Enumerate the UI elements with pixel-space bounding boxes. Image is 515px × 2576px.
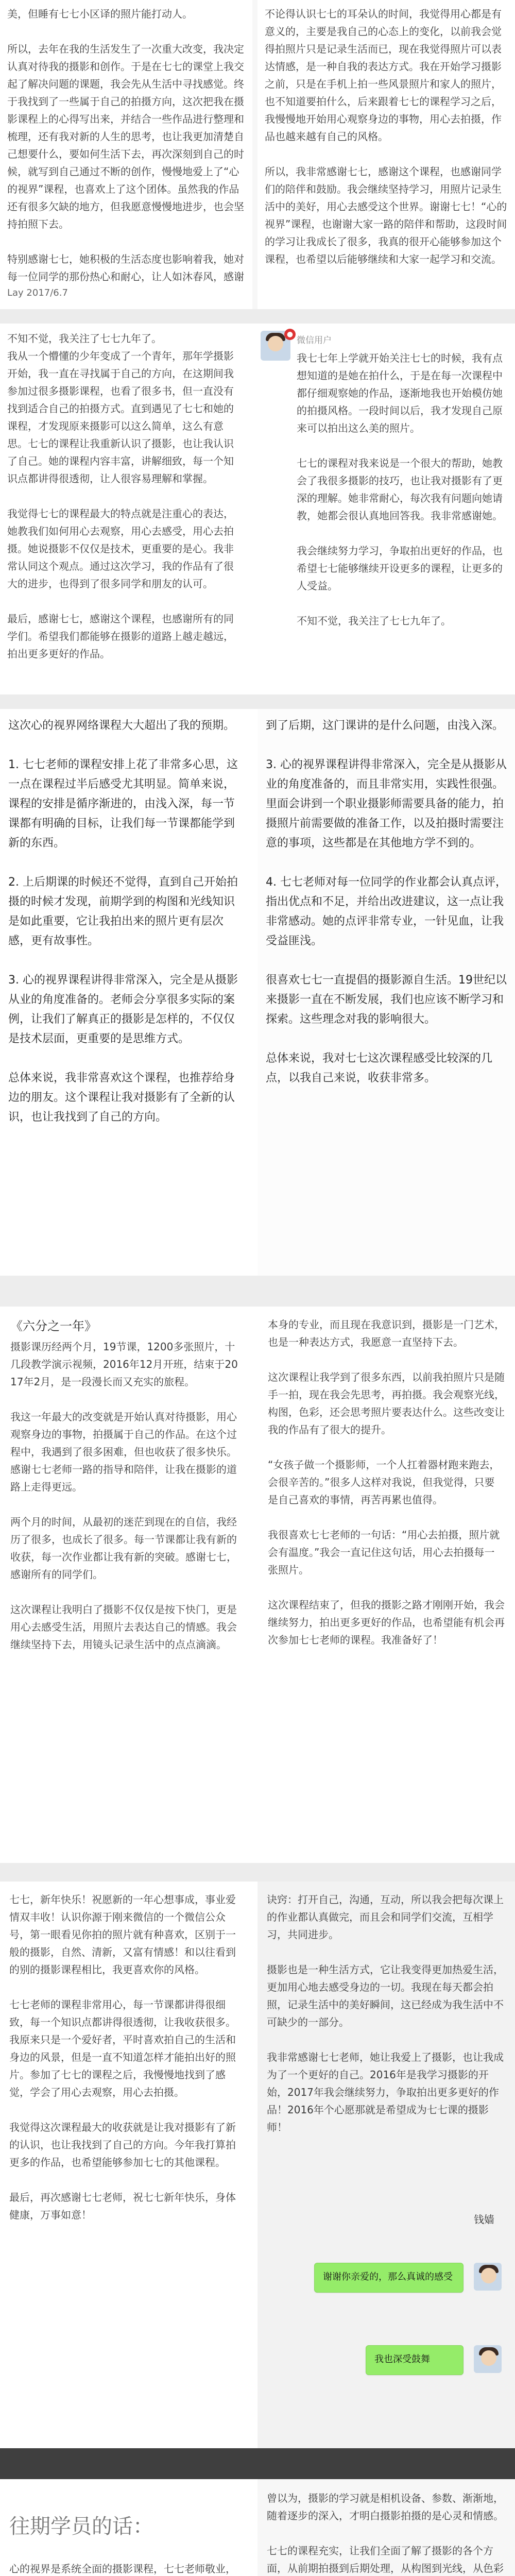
review-3-right-text: 到了后期，这门课讲的是什么问题，由浅入深。 3. 心的视界课程讲得非常深入，完全是从摄影从业的角度准备的，而且非常实用，实践性很强。里面会讲到一个职业摄影师需要具备的能力，拍摄照片前需要做的准备工作，以及拍摄时需要注意的事项，这些都是在其他地方学不到的。 4. 七七老师对每一位同学的作业都会认真点评，指出优点和不足，并给出改进建议，这一点让我非常感动。她的点评非常专业，一针见血，让我受益匪浅。 很喜欢七七一直提倡的摄影源自生活。19世纪以来摄影一直在不断发展，我们也应该不断学习和探索。这些理念对我的影响很大。 总体来说，我对七七这次课程感受比较深的几点，以我自己来说，收获非常多。 — [266, 719, 507, 1084]
review-2-left — [0, 324, 247, 694]
panel-review-5 — [0, 1882, 515, 2448]
review-4-right — [258, 1307, 515, 1863]
panel-review-6 — [0, 2479, 515, 2576]
avatar[interactable] — [474, 2345, 502, 2373]
review-1-right — [258, 0, 515, 309]
review-4-left — [0, 1307, 252, 1863]
review-1-left-meta: Lay 2017/6.7 — [7, 287, 68, 298]
review-6-right — [258, 2479, 515, 2576]
review-3-left-text: 这次心的视界网络课程大大超出了我的预期。 1. 七七老师的课程安排上花了非常多心思，这一点在课程过半后感受尤其明显。简单来说，课程的安排是循序渐进的，由浅入深，每一节课都有明确的目标，让我们每一节课都能学到新的东西。 2. 上后期课的时候还不觉得，直到自己开始拍摄的时候才发现，前期学到的构图和光线知识是如此重要，它让我拍出来的照片更有层次感，更有故事性。 3. 心的视界课程讲得非常深入，完全是从摄影从业的角度准备的。老师会分享很多实际的案例，让我们了解真正的摄影是怎样的，不仅仅是技术层面，更重要的是思维方式。 总体来说，我非常喜欢这个课程，也推荐给身边的朋友。这个课程让我对摄影有了全新的认识，也让我找到了自己的方向。 — [8, 719, 238, 1124]
review-5-right-text: 诀窍：打开自己，沟通，互动，所以我会把每次课上的作业都认真做完，而且会和同学们交流，互相学习，共同进步。 摄影也是一种生活方式，它让我变得更加热爱生活，更加用心地去感受身边的一切。我现在每天都会拍照，记录生活中的美好瞬间，这已经成为我生活中不可缺少的一部分。 我非常感谢七七老师，她让我爱上了摄影，也让我成为了一个更好的自己。2016年是我学习摄影的开始，2017年我会继续努力，争取拍出更多更好的作品！2016年个心愿那就是希望成为七七课的摄影师！ — [267, 1893, 504, 2133]
avatar-face — [481, 2350, 496, 2366]
review-2-right — [253, 324, 515, 694]
review-1-left — [0, 0, 252, 309]
user-name: 微信用户 — [297, 335, 332, 346]
review-5-right — [258, 1882, 515, 2448]
chat-bubble-2[interactable] — [366, 2345, 464, 2375]
section-divider — [0, 1863, 515, 1882]
panel-review-3 — [0, 709, 515, 1276]
review-2-left-text: 不知不觉，我关注了七七九年了。 我从一个懵懂的少年变成了一个青年，那年学摄影开始，我一直在寻找属于自己的方向，在这期间我参加过很多摄影课程，也看了很多书，但一直没有找到适合自己的拍摄方式。直到遇见了七七和她的课程，才发现原来摄影可以这么简单，这么有意思。七七的课程让我重新认识了摄影，也让我认识了自己。她的课程内容丰富，讲解细致，每一个知识点都讲得很透彻，让人很容易理解和掌握。 我觉得七七的课程最大的特点就是注重心的表达，她教我们如何用心去观察，用心去感受，用心去拍摄。她说摄影不仅仅是技术，更重要的是心。我非常认同这个观点。通过这次学习，我的作品有了很大的进步，也得到了很多同学和朋友的认可。 最后，感谢七七，感谢这个课程，也感谢所有的同学们。希望我们都能够在摄影的道路上越走越远，拍出更多更好的作品。 — [7, 332, 234, 660]
review-3-left — [0, 709, 252, 1276]
review-2-right-text: 我七七年上学就开始关注七七的时候，我有点想知道的是她在拍什么，于是在每一次课程中都仔细观察她的作品，逐渐地我也开始模仿她的拍摄风格。一段时间以后，我才发现自己原来可以拍出这么美的照片。 七七的课程对我来说是一个很大的帮助，她教会了我很多摄影的技巧，也让我对摄影有了更深的理解。她非常耐心，每次我有问题向她请教，她都会很认真地回答我。我非常感谢她。 我会继续努力学习，争取拍出更好的作品，也希望七七能够继续开设更多的课程，让更多的人受益。 不知不觉，我关注了七七九年了。 — [297, 352, 503, 627]
section-divider — [0, 1276, 515, 1307]
section-divider — [0, 694, 515, 709]
review-5-author: 钱嫱 — [474, 2213, 494, 2226]
section-divider — [0, 2448, 515, 2479]
section-divider — [0, 309, 515, 324]
review-6-left-text-1: 心的视界是系统全面的摄影课程，七七老师敬业， — [9, 2563, 236, 2575]
review-5-left-text: 七七，新年快乐！祝愿新的一年心想事成，事业爱情双丰收！认识你源于刚来微信的一个微信公众号，第一眼看见你拍的照片就有种喜欢，区别于一般的摄影，自然、清新，又富有情感！和以往看到的别的摄影课程相比，我更喜欢你的风格。 七七老师的课程非常用心，每一节课都讲得很细致，每一个知识点都讲得很透彻，让我收获很多。我原来只是一个爱好者，平时喜欢拍自己的生活和身边的风景，但是一直不知道怎样才能拍出好的照片。参加了七七的课程之后，我慢慢地找到了感觉，学会了用心去观察，用心去拍摄。 我觉得这次课程最大的收获就是让我对摄影有了新的认识，也让我找到了自己的方向。今年我打算拍更多的作品，也希望能够参加七七的其他课程。 最后，再次感谢七七老师，祝七七新年快乐，身体健康，万事如意！ — [9, 1893, 236, 2221]
review-3-right — [258, 709, 515, 1276]
review-4-left-text: 摄影课历经两个月，19节课，1200多张照片，十几段教学演示视频，2016年12月开班，结束于2017年2月，是一段漫长而又充实的旅程。 我这一年最大的改变就是开始认真对待摄影，用心观察身边的事物，拍摄属于自己的作品。在这个过程中，我遇到了很多困难，但也收获了很多快乐。感谢七七老师一路的指导和陪伴，让我在摄影的道路上走得更远。 两个月的时间，从最初的迷茫到现在的自信，我经历了很多，也成长了很多。每一节课都让我有新的收获，每一次作业都让我有新的突破。感谢七七，感谢所有的同学们。 这次课程让我明白了摄影不仅仅是按下快门，更是用心去感受生活，用照片去表达自己的情感。我会继续坚持下去，用镜头记录生活中的点点滴滴。 — [10, 1341, 238, 1651]
review-6-right-text: 曾以为，摄影的学习就是相机设备、参数、渐渐地，随着逐步的深入，才明白摄影拍摄的是心灵和情感。 七七的课程充实，让我们全面了解了摄影的各个方面，从前期拍摄到后期处理，从构图到光线，从色彩 — [267, 2492, 504, 2574]
review-4-title: 《六分之一年》 — [10, 1319, 97, 1333]
review-1-left-text: 美，但睡有七七小区译的照片能打动人。 所以，去年在我的生活发生了一次重大改变，我决定认真对待我的摄影和创作。于是在七七的课堂上我交起了解决问题的课题，我会先从生活中寻找感觉。终于我找到了一些属于自己的拍摄方向，这次把我在摄影课程上的心得写出来，并结合一些作品进行整理和梳理，还有我对新的人生的思考，也让我更加清楚自己想要什么，要如何生活下去，再次深刻到自己的时候，就写到自己通过不断的创作，慢慢地爱上了“心的视界”课程，也喜欢上了这个团体。虽然我的作品还有很多欠缺的地方，但我愿意慢慢地进步，也会坚持拍照下去。 特别感谢七七，她积极的生活态度也影响着我，她对每一位同学的那份热心和耐心，让人如沐春风，感谢 — [7, 8, 244, 283]
review-4-right-text: 本身的专业，而且现在我意识到，摄影是一门艺术，也是一种表达方式，我愿意一直坚持下去。 这次课程让我学到了很多东西，以前我拍照片只是随手一拍，现在我会先思考，再拍摄。我会观察光线，构图，色彩，还会思考照片要表达什么。这些改变让我的作品有了很大的提升。 “女孩子做一个摄影师，一个人扛着器材跑来跑去，会很辛苦的。”很多人这样对我说，但我觉得，只要是自己喜欢的事情，再苦再累也值得。 我很喜欢七七老师的一句话：“用心去拍摄，照片就会有温度。”我会一直记住这句话，用心去拍摄每一张照片。 这次课程结束了，但我的摄影之路才刚刚开始，我会继续努力，拍出更多更好的作品，也希望能有机会再次参加七七老师的课程。我准备好了！ — [268, 1318, 505, 1646]
review-6-left — [0, 2479, 252, 2576]
review-5-left — [0, 1882, 252, 2448]
panel-review-4 — [0, 1307, 515, 1863]
avatar-face — [481, 2268, 496, 2283]
avatar-face — [268, 336, 283, 351]
review-6-title: 往期学员的话： — [9, 2515, 153, 2538]
chat-bubble-1[interactable] — [314, 2263, 464, 2293]
review-1-right-text: 不论得认识七七的耳朵认的时间，我觉得用心都是有意义的，主要是我自己的心态上的变化，以前我会觉得拍照片只是记录生活而已，现在我觉得照片可以表达情感，是一种自我的表达方式。我在开始学习摄影之前，只是在手机上拍一些风景照片和家人的照片，也不知道要拍什么，后来跟着七七的课程学习之后，我慢慢地开始用心观察身边的事物，用心去拍摄，作品也越来越有自己的风格。 所以，我非常感谢七七，感谢这个课程，也感谢同学们的陪伴和鼓励。我会继续坚持学习，用照片记录生活中的美好，用心去感受这个世界。谢谢七七！“心的视界”课程，也谢谢大家一路的陪伴和帮助，这段时间的学习让我成长了很多，我真的很开心能够参加这个课程，也希望以后能够继续和大家一起学习和交流。 — [265, 8, 507, 265]
panel-review-1 — [0, 0, 515, 309]
panel-review-2 — [0, 324, 515, 694]
chat-bubble-1-text: 谢谢你亲爱的，那么真诚的感受 — [323, 2272, 453, 2282]
chat-bubble-2-text: 我也深受鼓舞 — [374, 2354, 430, 2365]
badge-icon: ● — [284, 329, 296, 340]
avatar[interactable] — [474, 2263, 502, 2291]
